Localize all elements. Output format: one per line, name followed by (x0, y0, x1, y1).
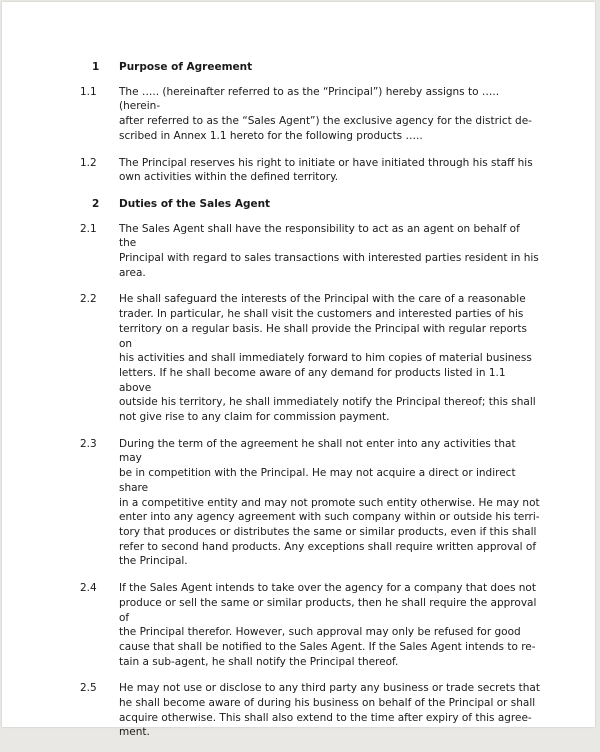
clause-text: During the term of the agreement he shall not enter into any activities that may be in competition with the Principal. He may not acquire a direct or indirect share in a competitive entity and may not promote such entity otherwise. He may not enter into any agency agreement with such company within or outside his terri- tory that produces or distributes the same or similar products, even if this shall refer to second hand products. Any exceptions shall require written approval of the Principal. (119, 437, 540, 568)
clause-number: 2.4 (80, 582, 97, 595)
clause-2-4 (80, 581, 540, 669)
clause-2-5 (80, 681, 540, 740)
clause-2-3 (80, 437, 540, 569)
clause-2-1 (80, 222, 540, 281)
section-title: Duties of the Sales Agent (119, 197, 271, 210)
clause-text: The Sales Agent shall have the responsibility to act as an agent on behalf of the Principal with regard to sales transactions with interested parties resident in his area. (119, 222, 539, 279)
section-heading-purpose (80, 60, 540, 75)
clause-1-2 (80, 156, 540, 185)
section-heading-duties (80, 197, 540, 212)
clause-text: He shall safeguard the interests of the Principal with the care of a reasonable trader. In particular, he shall visit the customers and interested parties of his territory on a regular basis. He shall provide the Principal with regular reports on his activities and shall immediately forward to him copies of material business letters. If he shall become aware of any demand for products listed in 1.1 above outside his territory, he shall immediately notify the Principal thereof; this shall not give rise to any claim for commission payment. (119, 293, 536, 424)
section-number: 1 (92, 61, 100, 73)
clause-text: He may not use or disclose to any third party any business or trade secrets that he shall become aware of during his business on behalf of the Principal or shall acquire otherwise. This shall also extend to the time after expiry of this agree- ment. (119, 682, 540, 739)
agreement-body (80, 60, 540, 752)
document-page (2, 2, 595, 739)
clause-text: The Principal reserves his right to initiate or have initiated through his staff his own activities within the defined territory. (119, 156, 533, 184)
clause-number: 2.5 (80, 682, 97, 695)
clause-1-1 (80, 85, 540, 144)
clause-text: If the Sales Agent intends to take over the agency for a company that does not produce or sell the same or similar products, then he shall require the approval of the Principal therefor. However, such approval may only be refused for good cause that shall be notified to the Sales Agent. If the Sales Agent intends to re- tain a sub-agent, he shall notify the Principal thereof. (119, 582, 537, 668)
clause-text: The ….. (hereinafter referred to as the “Principal”) hereby assigns to ….. (herein- after referred to as the “Sales Agent”) the exclusive agency for the district de- scribed in Annex 1.1 hereto for the following products ….. (119, 85, 532, 142)
clause-number: 1.1 (80, 85, 97, 98)
clause-number: 2.2 (80, 293, 97, 306)
section-title: Purpose of Agreement (119, 61, 253, 73)
clause-number: 2.3 (80, 437, 97, 450)
clause-number: 1.2 (80, 156, 97, 169)
section-number: 2 (92, 197, 100, 210)
clause-number: 2.1 (80, 222, 97, 235)
clause-2-2 (80, 292, 540, 424)
